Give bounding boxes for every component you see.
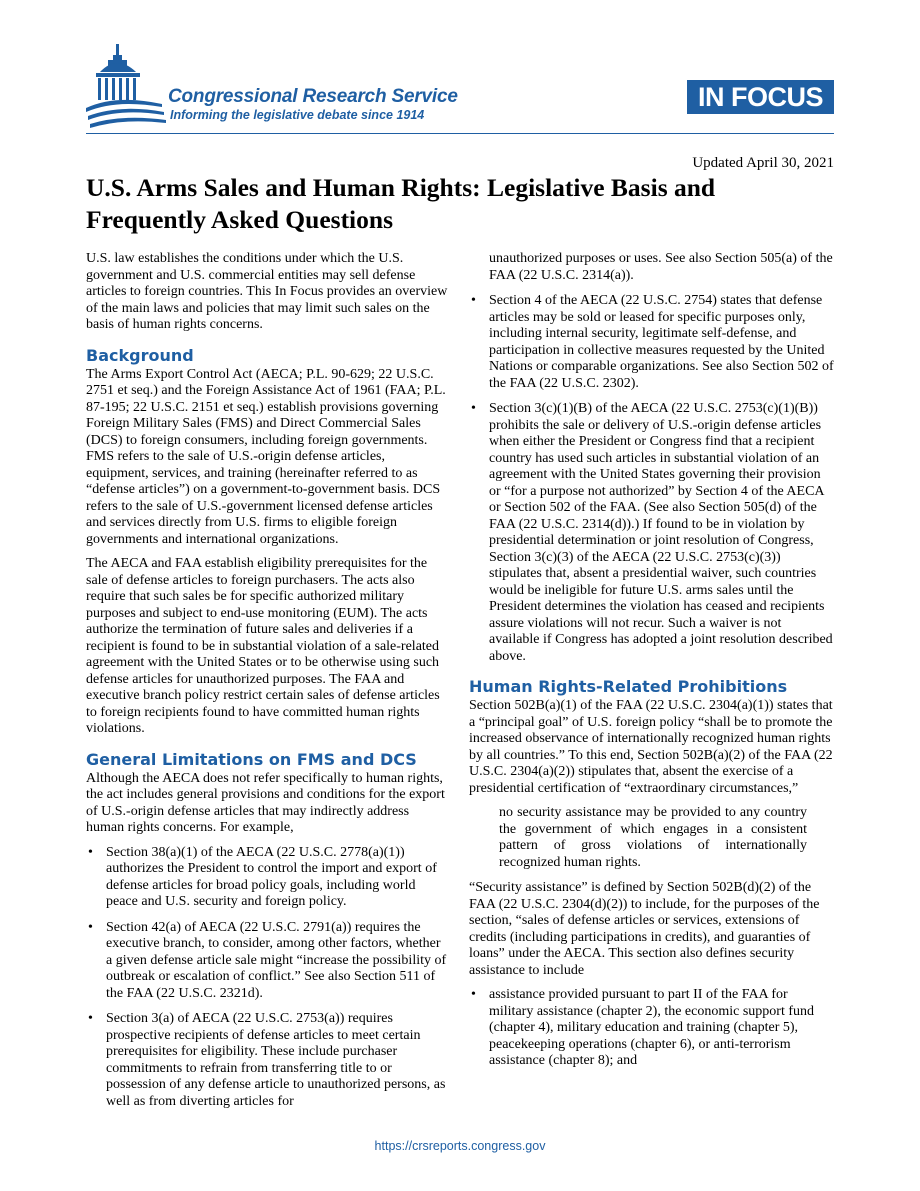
updated-date: Updated April 30, 2021 xyxy=(692,155,834,171)
list-item xyxy=(86,1011,449,1110)
bullet-icon: • xyxy=(88,844,93,860)
in-focus-badge: IN FOCUS xyxy=(687,80,834,114)
background-heading: Background xyxy=(86,345,194,365)
list-item-continued: unauthorized purposes or uses. See also Section 505(a) of the FAA (22 U.S.C. 2314(a)). xyxy=(489,251,833,283)
list-item xyxy=(86,845,449,911)
list-item-text: Section 38(a)(1) of the AECA (22 U.S.C. 2778(a)(1)) authorizes the President to control the import and export of defense articles for broad policy goals, including world peace and U.S. security and foreign policy. xyxy=(106,844,437,909)
bullet-icon: • xyxy=(88,1011,93,1026)
capitol-dome-icon xyxy=(86,42,168,130)
list-item xyxy=(469,293,835,392)
org-tagline: Informing the legislative debate since 1914 xyxy=(170,108,425,122)
org-name: Congressional Research Service xyxy=(168,86,458,107)
block-quote: no security assistance may be provided to any country the government of which engages in a consistent pattern of gross violations of internationally recognized human rights. xyxy=(499,805,807,870)
human-rights-paragraph-1: Section 502B(a)(1) of the FAA (22 U.S.C. 2304(a)(1)) states that a “principal goal” of U.S. foreign policy “shall be to promote the increased observance of internationally recognized human rights by all countries.” To this end, Section 502B(a)(2) of the FAA (22 U.S.C. 2304(a)(2)) stipulates that, absent the exercise of a presidential certification of “extraordinary circumstances,” xyxy=(469,698,833,796)
list-item-text: Section 4 of the AECA (22 U.S.C. 2754) states that defense articles may be sold or leased for specific purposes only, including internal security, legitimate self-defense, and participation in collective measures requested by the United Nations or comparable organizations. See also Section 502 of the FAA (22 U.S.C. 2302). xyxy=(489,293,834,391)
right-column xyxy=(469,251,835,1079)
bullet-icon: • xyxy=(471,987,476,1002)
report-header xyxy=(86,40,834,136)
human-rights-heading: Human Rights-Related Prohibitions xyxy=(469,677,788,696)
list-item xyxy=(86,920,449,1003)
list-item-text: Section 3(a) of AECA (22 U.S.C. 2753(a)) requires prospective recipients of defense articles to meet certain prerequisites for eligibility. These include purchaser commitments to refrain from transferring title to or possession of any defense article to unauthorized persons, as well as from diverting articles for xyxy=(106,1011,446,1109)
list-item-text: Section 42(a) of AECA (22 U.S.C. 2791(a)) requires the executive branch, to consider, among other factors, whether a given defense article sale might “increase the possibility of outbreak or escalation of conflict.” See also Section 511 of the FAA (22 U.S.C. 2321d). xyxy=(106,919,447,1001)
list-item-text: Section 3(c)(1)(B) of the AECA (22 U.S.C. 2753(c)(1)(B)) prohibits the sale or delivery of U.S.-origin defense articles when either the President or Congress find that a recipient country has used such articles in substantial violation of an agreement with the United States governing their provision or “for a purpose not authorized” by Section 4 of the AECA or Section 502 of the FAA. (See also Section 505(d) of the FAA (22 U.S.C. 2314(d)).) If found to be in violation by presidential determination or joint resolution of Congress, Section 3(c)(3) of the AECA (22 U.S.C. 2753(c)(3)) stipulates that, absent a presidential waiver, such countries would be ineligible for future U.S. arms sales until the President determines the violation has ceased and recipients assure violations will not recur. Such a waiver is not available if Congress has adopted a joint resolution described above. xyxy=(489,401,833,664)
security-assistance-list xyxy=(469,987,835,1070)
limitations-heading: General Limitations on FMS and DCS xyxy=(86,749,417,769)
human-rights-paragraph-2: “Security assistance” is defined by Section 502B(d)(2) of the FAA (22 U.S.C. 2304(d)(2)) to include, for the purposes of the section, “sales of defense articles or services, extensions of credits (including participations in credits), and guaranties of loans” under the AECA. This section also defines security assistance to include xyxy=(469,880,820,978)
footer-link[interactable]: https://crsreports.congress.gov xyxy=(374,1139,546,1153)
background-paragraph-1: The Arms Export Control Act (AECA; P.L. 90-629; 22 U.S.C. 2751 et seq.) and the Foreign Assistance Act of 1961 (FAA; P.L. 87-195; 22 U.S.C. 2151 et seq.) establish provisions governing Foreign Military Sales (FMS) and Direct Commercial Sales (DCS) to foreign consumers, including foreign governments. FMS refers to the sale of U.S.-origin defense articles, equipment, services, and training (hereinafter referred to as “defense articles”) on a government-to-government basis. DCS refers to the sale of U.S.-government licensed defense articles and services directly from U.S. firms to eligible foreign governments and international organizations. xyxy=(86,366,446,547)
limitations-list xyxy=(86,845,449,1111)
bullet-icon: • xyxy=(88,919,93,935)
limitations-list-continued xyxy=(469,293,835,665)
header-rule xyxy=(86,133,834,134)
list-item xyxy=(469,401,835,665)
limitations-paragraph: Although the AECA does not refer specifically to human rights, the act includes general provisions and conditions for the export of U.S.-origin defense articles that may indirectly address human rights concerns. For example, xyxy=(86,770,445,835)
intro-paragraph: U.S. law establishes the conditions under which the U.S. government and U.S. commercial entities may sell defense articles to foreign countries. This In Focus provides an overview of the main laws and policies that may limit such sales on the basis of human rights concerns. xyxy=(86,251,448,332)
bullet-icon: • xyxy=(471,293,476,308)
list-item-text: assistance provided pursuant to part II of the FAA for military assistance (chapter 2), the economic support fund (chapter 4), military education and training (chapter 5), peacekeeping operations (chapter 6), or anti-terrorism assistance (chapter 8); and xyxy=(489,987,815,1068)
left-column xyxy=(86,251,449,1119)
background-paragraph-2: The AECA and FAA establish eligibility prerequisites for the sale of defense articles to foreign purchasers. The acts also require that such sales be for specific authorized military purposes and subject to end-use monitoring (EUM). The acts authorize the termination of future sales and deliveries if a recipient is found to be in substantial violation of a sale-related agreement with the United States or to be otherwise using such defense articles for unauthorized purposes. The FAA and executive branch policy restrict certain sales of defense articles to foreign recipients found to have committed human rights violations. xyxy=(86,556,440,736)
list-item xyxy=(469,987,835,1070)
page-title: U.S. Arms Sales and Human Rights: Legislative Basis and Frequently Asked Questions xyxy=(86,173,716,234)
bullet-icon: • xyxy=(471,401,476,416)
